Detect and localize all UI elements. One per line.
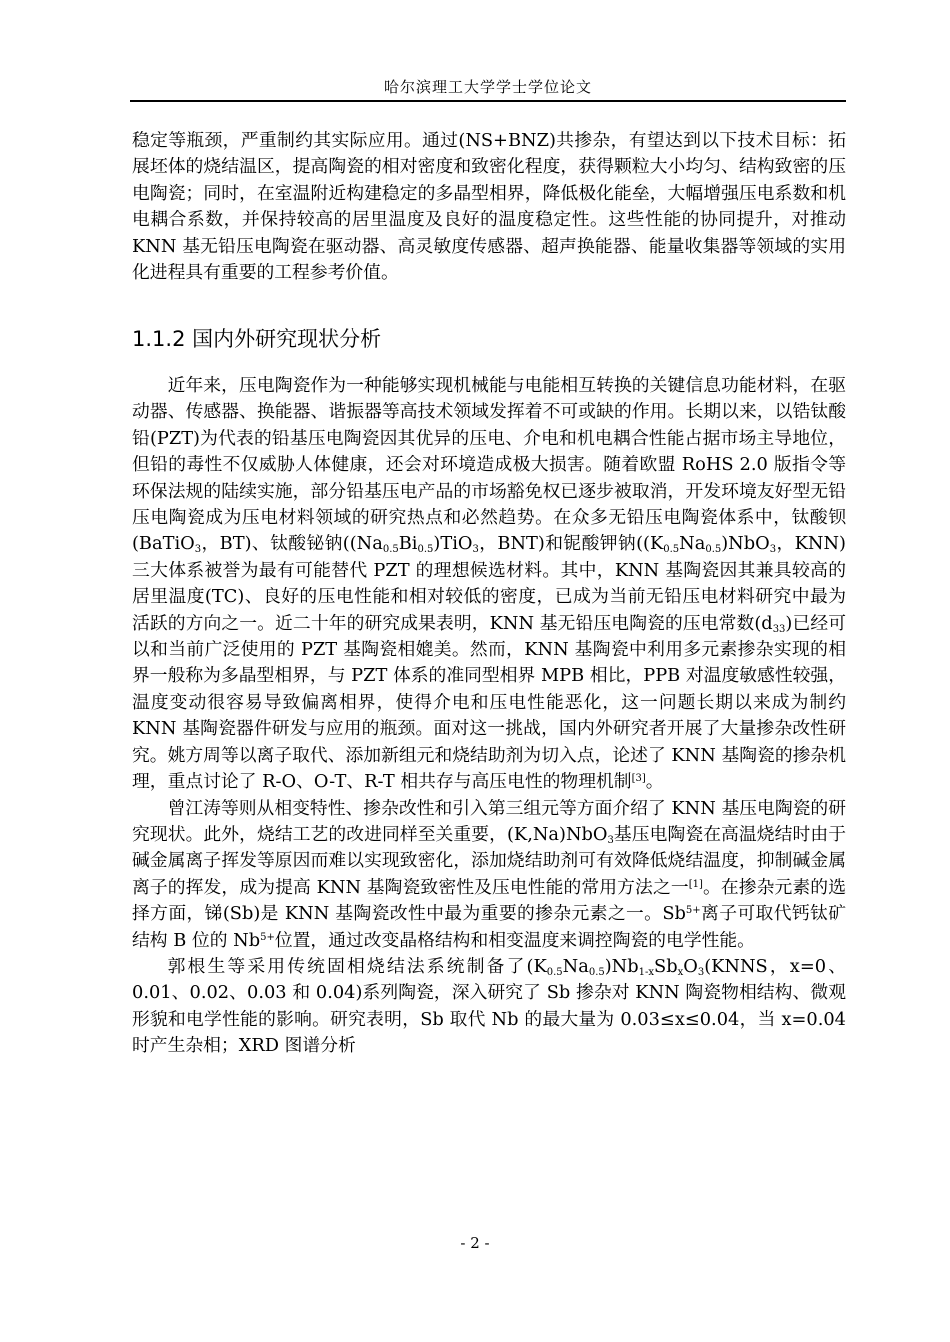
header-divider (130, 100, 846, 102)
section-heading: 1.1.2 国内外研究现状分析 (132, 327, 382, 351)
intro-paragraph: 稳定等瓶颈，严重制约其实际应用。通过(NS+BNZ)共掺杂，有望达到以下技术目标：拓展坯体的烧结温区，提高陶瓷的相对密度和致密化程度，获得颗粒大小均匀、结构致密的压电陶瓷；同时，在室温附近构建稳定的多晶型相界，降低极化能垒，大幅增强压电系数和机电耦合系数，并保持较高的居里温度及良好的温度稳定性。这些性能的协同提升，对推动 KNN 基无铅压电陶瓷在驱动器、高灵敏度传感器、超声换能器、能量收集器等领域的实用化进程具有重要的工程参考价值。 (132, 130, 846, 284)
intro-block (132, 128, 846, 286)
citation-ref: [1] (688, 878, 703, 890)
running-header-title: 哈尔滨理工大学学士学位论文 (383, 78, 592, 96)
main-text-block (132, 373, 846, 1060)
paragraph-review: 近年来，压电陶瓷作为一种能够实现机械能与电能相互转换的关键信息功能材料，在驱动器、传感器、换能器、谐振器等高技术领域发挥着不可或缺的作用。长期以来，以锆钛酸铅(PZT)为代表的铅基压电陶瓷因其优异的压电、介电和机电耦合性能占据市场主导地位，但铅的毒性不仅威胁人体健康，还会对环境造成极大损害。随着欧盟 RoHS 2.0 版指令等环保法规的陆续实施，部分铅基压电产品的市场豁免权已逐步被取消，开发环境友好型无铅压电陶瓷成为压电材料领域的研究热点和必然趋势。在众多无铅压电陶瓷体系中，钛酸钡(BaTiO$_3$，BT)、钛酸铋钠($(Na_{0.5}Bi_{0.5})TiO_3$，BNT)和铌酸钾钠($(K_{0.5}Na_{0.5})NbO_3$，KNN)三大体系被誉为最有可能替代 PZT 的理想候选材料。其中，KNN 基陶瓷因其兼具较高的居里温度(TC)、良好的压电性能和相对较低的密度，已成为当前无铅压电材料研究中最为活跃的方向之一。近二十年的研究成果表明，KNN 基无铅压电陶瓷的压电常数$(d_{33})$已经可以和当前广泛使用的 PZT 基陶瓷相媲美。然而，KNN 基陶瓷中利用多元素掺杂实现的相界一般称为多晶型相界，与 PZT 体系的准同型相界 MPB 相比，PPB 对温度敏感性较强，温度变动很容易导致偏离相界，使得介电和压电性能恶化，这一问题长期以来成为制约 KNN 基陶瓷器件研发与应用的瓶颈。面对这一挑战，国内外研究者开展了大量掺杂改性研究。姚方周等以离子取代、添加新组元和烧结助剂为切入点，论述了 KNN 基陶瓷的掺杂机理，重点讨论了 R-O、O-T、R-T 相共存与高压电性的物理机制[3]。 (132, 375, 847, 793)
paragraph-sintering: 曾江涛等则从相变特性、掺杂改性和引入第三组元等方面介绍了 KNN 基压电陶瓷的研究现状。此外，烧结工艺的改进同样至关重要，(K,Na)NbO$_3$基压电陶瓷在高温烧结时由于碱金属离子挥发等原因而难以实现致密化，添加烧结助剂可有效降低烧结温度，抑制碱金属离子的挥发，成为提高 KNN 基陶瓷致密性及压电性能的常用方法之一[1]。在掺杂元素的选择方面，锑(Sb)是 KNN 基陶瓷改性中最为重要的掺杂元素之一。$Sb^{5+}$离子可取代钙钛矿结构 B 位的 $Nb^{5+}$位置，通过改变晶格结构和相变温度来调控陶瓷的电学性能。 (132, 797, 846, 951)
paragraph-knns: 郭根生等采用传统固相烧结法系统制备了$(K_{0.5}Na_{0.5})Nb_{1-x}Sb_xO_3(KNNS$，x=0、0.01、0.02、0.03 和 0.04)系列陶瓷，深入研究了 Sb 掺杂对 KNN 陶瓷物相结构、微观形貌和电学性能的影响。研究表明，Sb 取代 Nb 的最大量为 0.03≤x≤0.04，当 x=0.04 时产生杂相；XRD 图谱分析 (132, 955, 846, 1057)
citation-ref: [3] (631, 773, 646, 785)
page-number: - 2 - (460, 1234, 490, 1252)
